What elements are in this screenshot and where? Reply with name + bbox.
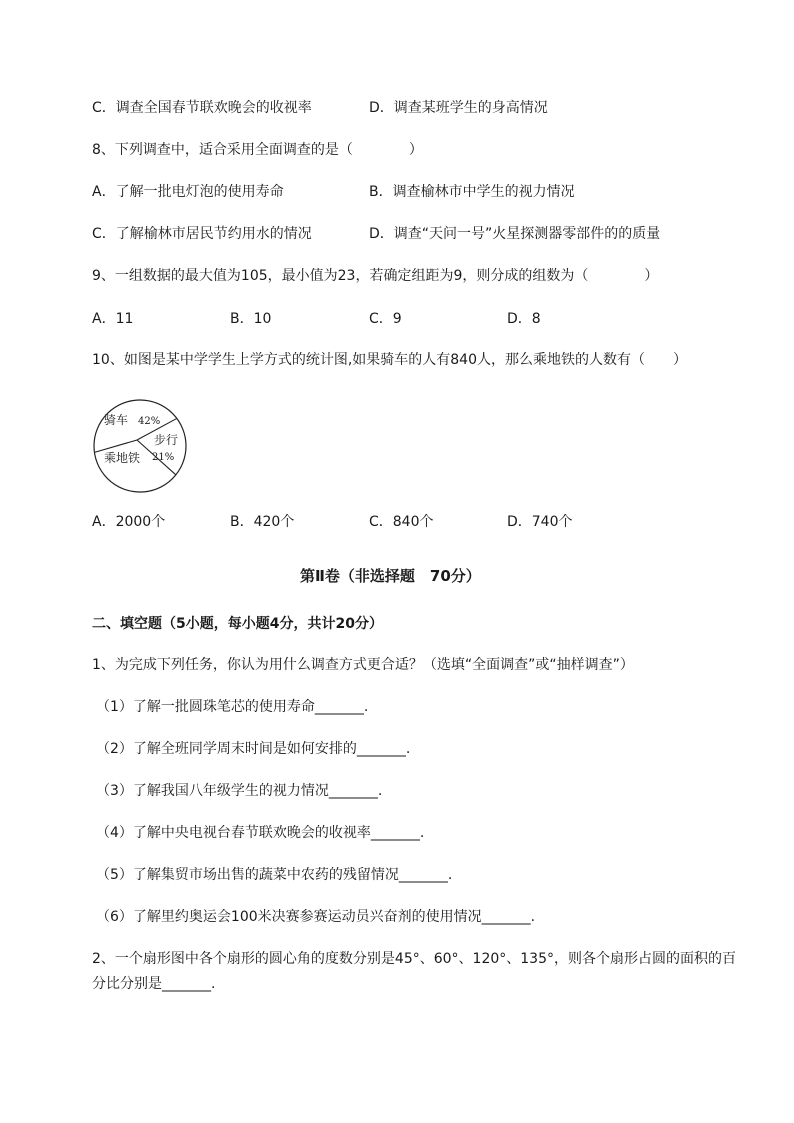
q10-option-a: A．2000个 bbox=[92, 514, 166, 530]
fill1-item-2: （2）了解全班同学周末时间是如何安排的_______. bbox=[96, 741, 411, 757]
q10-option-d: D．740个 bbox=[507, 514, 573, 530]
fill2-line-2: 分比分别是_______. bbox=[92, 976, 216, 992]
q9-option-a: A．11 bbox=[92, 311, 134, 327]
q9-option-b: B．10 bbox=[230, 311, 272, 327]
part-heading: 二、填空题（5小题，每小题4分，共计20分） bbox=[92, 616, 383, 632]
pie-chart bbox=[92, 398, 188, 494]
q8-option-b: B．调查榆林市中学生的视力情况 bbox=[369, 184, 575, 200]
slice-label-walking: 步行 bbox=[154, 433, 179, 447]
slice-label-subway: 乘地铁 bbox=[104, 451, 141, 465]
slice-percent-cycling: 42% bbox=[138, 416, 161, 427]
q8-option-a: A．了解一批电灯泡的使用寿命 bbox=[92, 184, 284, 200]
fill1-item-5: （5）了解集贸市场出售的蔬菜中农药的残留情况_______. bbox=[96, 867, 453, 883]
q8-option-d: D．调查“天问一号”火星探测器零部件的的质量 bbox=[369, 226, 661, 242]
q8-option-c: C．了解榆林市居民节约用水的情况 bbox=[92, 226, 312, 242]
q8-stem: 8、下列调查中，适合采用全面调查的是（ ） bbox=[92, 142, 423, 158]
q7-option-c: C．调查全国春节联欢晚会的收视率 bbox=[92, 100, 312, 116]
q10-option-b: B．420个 bbox=[230, 514, 295, 530]
q9-stem: 9、一组数据的最大值为105，最小值为23，若确定组距为9，则分成的组数为（ ） bbox=[92, 268, 659, 284]
fill1-item-6: （6）了解里约奥运会100米决赛参赛运动员兴奋剂的使用情况_______. bbox=[96, 909, 536, 925]
fill1-item-4: （4）了解中央电视台春节联欢晚会的收视率_______. bbox=[96, 825, 425, 841]
q7-option-d: D．调查某班学生的身高情况 bbox=[369, 100, 548, 116]
q10-option-c: C．840个 bbox=[369, 514, 434, 530]
q10-stem: 10、如图是某中学学生上学方式的统计图,如果骑车的人有840人，那么乘地铁的人数有（ ） bbox=[92, 352, 687, 368]
q9-option-d: D．8 bbox=[507, 311, 541, 327]
fill1-item-1: （1）了解一批圆珠笔芯的使用寿命_______. bbox=[96, 699, 369, 715]
fill2-line-1: 2、一个扇形图中各个扇形的圆心角的度数分别是45°、60°、120°、135°，则各个扇形占圆的面积的百 bbox=[92, 951, 736, 967]
fill1-item-3: （3）了解我国八年级学生的视力情况_______. bbox=[96, 783, 383, 799]
section-title: 第Ⅱ卷（非选择题 70分） bbox=[300, 567, 481, 585]
slice-percent-walking: 21% bbox=[152, 452, 175, 463]
slice-label-cycling: 骑车 bbox=[104, 413, 129, 427]
fill1-stem: 1、为完成下列任务，你认为用什么调查方式更合适？（选填“全面调查”或“抽样调查”） bbox=[92, 657, 634, 673]
q9-option-c: C．9 bbox=[369, 311, 402, 327]
